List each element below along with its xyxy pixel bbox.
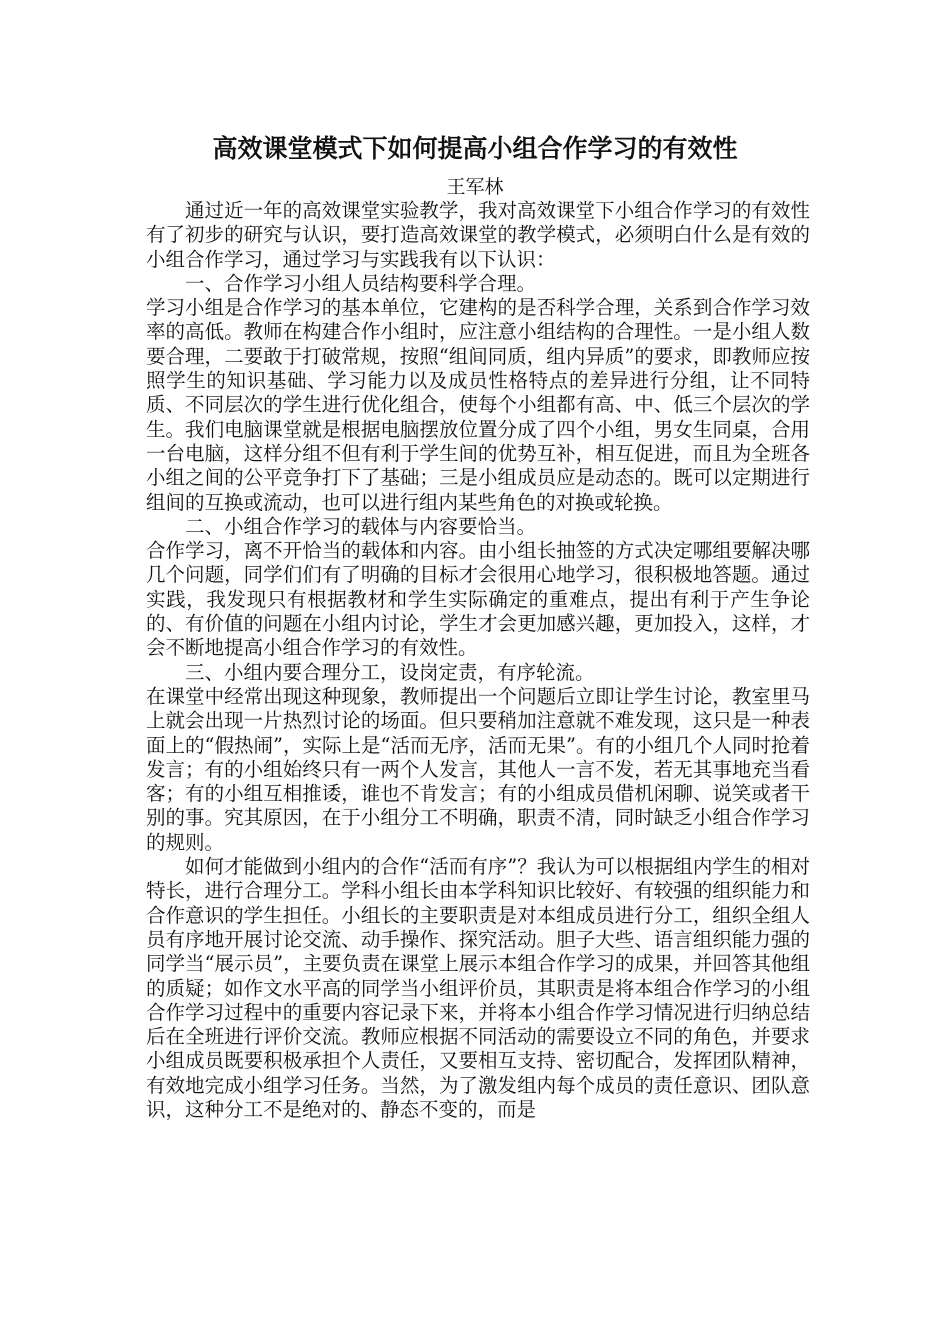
paragraph: 如何才能做到小组内的合作“活而有序”？我认为可以根据组内学生的相对特长，进行合理分工。学科小组长由本学科知识比较好、有较强的组织能力和合作意识的学生担任。小组长的主要职责是对本组成员进行分工，组织全组人员有序地开展讨论交流、动手操作、探究活动。胆子大些、语言组织能力强的同学当“展示员”，主要负责在课堂上展示本组合作学习的成果，并回答其他组的质疑；如作文水平高的同学当小组评价员，其职责是将本组合作学习的小组合作学习过程中的重要内容记录下来，并将本小组合作学习情况进行归纳总结后在全班进行评价交流。教师应根据不同活动的需要设立不同的角色，并要求小组成员既要积极承担个人责任，又要相互支持、密切配合，发挥团队精神，有效地完成小组学习任务。当然，为了激发组内每个成员的责任意识、团队意识，这种分工不是绝对的、静态不变的，而是 <box>146 855 810 1121</box>
section-heading: 二、小组合作学习的载体与内容要恰当。 <box>185 514 537 538</box>
section-heading: 三、小组内要合理分工，设岗定责，有序轮流。 <box>185 660 595 684</box>
paragraph: 在课堂中经常出现这种现象，教师提出一个问题后立即让学生讨论，教室里马上就会出现一片热烈讨论的场面。但只要稍加注意就不难发现，这只是一种表面上的“假热闹”，实际上是“活而无序，活而无果”。有的小组几个人同时抢着发言；有的小组始终只有一两个人发言，其他人一言不发，若无其事地充当看客；有的小组互相推诿，谁也不肯发言；有的小组成员借机闲聊、说笑或者干别的事。究其原因，在于小组分工不明确，职责不清，同时缺乏小组合作学习的规则。 <box>146 684 810 854</box>
section-heading: 一、合作学习小组人员结构要科学合理。 <box>185 271 537 295</box>
paragraph: 通过近一年的高效课堂实验教学，我对高效课堂下小组合作学习的有效性有了初步的研究与认识，要打造高效课堂的教学模式，必须明白什么是有效的小组合作学习，通过学习与实践我有以下认识： <box>146 199 810 271</box>
paragraph: 合作学习，离不开恰当的载体和内容。由小组长抽签的方式决定哪组要解决哪几个问题，同学们们有了明确的目标才会很用心地学习，很积极地答题。通过实践，我发现只有根据教材和学生实际确定的重难点，提出有利于产生争论的、有价值的问题在小组内讨论，学生才会更加感兴趣，更加投入，这样，才会不断地提高小组合作学习的有效性。 <box>146 539 810 660</box>
document-body <box>146 199 810 1122</box>
document-title: 高效课堂模式下如何提高小组合作学习的有效性 <box>212 134 738 163</box>
author-name: 王军林 <box>446 176 504 198</box>
paragraph: 学习小组是合作学习的基本单位，它建构的是否科学合理，关系到合作学习效率的高低。教师在构建合作小组时，应注意小组结构的合理性。一是小组人数要合理，二要敢于打破常规，按照“组间同质，组内异质”的要求，即教师应按照学生的知识基础、学习能力以及成员性格特点的差异进行分组，让不同特质、不同层次的学生进行优化组合，使每个小组都有高、中、低三个层次的学生。我们电脑课堂就是根据电脑摆放位置分成了四个小组，男女生同桌，合用一台电脑，这样分组不但有利于学生间的优势互补，相互促进，而且为全班各小组之间的公平竞争打下了基础；三是小组成员应是动态的。既可以定期进行组间的互换或流动，也可以进行组内某些角色的对换或轮换。 <box>146 296 810 514</box>
